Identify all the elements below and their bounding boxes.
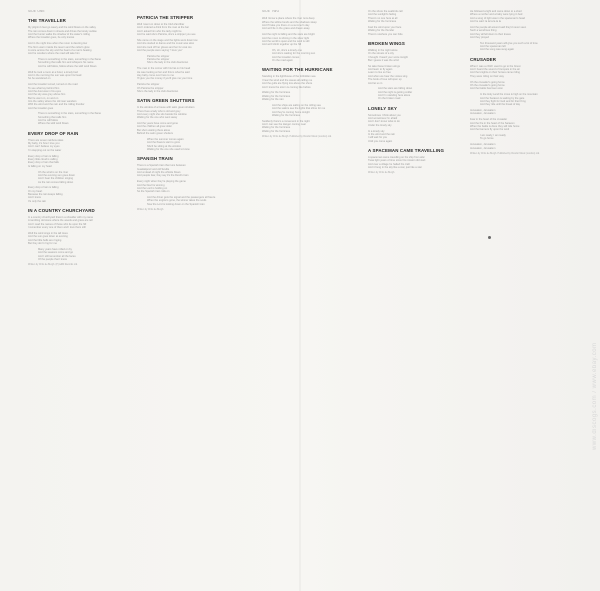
column-blocks xyxy=(262,10,366,139)
lyric-stanza: Walking in the night alone On the streets of a city I thought I heard your voice tonight But I guess it was the wind xyxy=(368,48,408,62)
lyrics-column-4 xyxy=(368,10,472,588)
song-title: A SPACEMAN CAME TRAVELLING xyxy=(368,147,445,153)
lyric-stanza: Every night when they're playing the game And the Devil is winning And the Lord is holding on So the Spanish train rolls on xyxy=(137,180,186,194)
lyric-stanza: Waiting for the hurricane Waiting for the hurricane Waiting for the rain xyxy=(262,91,291,102)
lyric-stanza: I am ready, I am ready To go home xyxy=(480,134,506,141)
lyric-stanza: Oh, oh, she's a lonely one And she's waiting for the morning sun And the traveller comes On the road again xyxy=(272,49,316,63)
lyric-stanza: And the night is falling and the stars are bright And the moon is shining in the silver light And the world is quiet and the wind is still And we'll climb together up the hill xyxy=(262,33,315,47)
column-blocks xyxy=(28,18,132,266)
column-blocks xyxy=(137,15,241,212)
lyric-stanza: When I was a child I used to go to the forest And I heard the sound of trumpets in the air And the knights on their horses came riding They were riding on their way xyxy=(470,64,521,78)
lyric-stanza: Sometimes I think about you And sometimes I'm afraid And I don't know what to do Under the lonely sky xyxy=(368,113,401,127)
lyric-stanza: In the window of a house with satin green shutters There lives a lady who is old and grey And every night she sits beside the window Waiting for the one who went away xyxy=(137,106,195,120)
song-title: SATIN GREEN SHUTTERS xyxy=(137,98,195,104)
lyric-stanza: Jerusalem, Jerusalem Jerusalem, Jerusalem xyxy=(470,109,496,116)
lyric-stanza: Every drop of rain is falling Every little cloud is calling Every drop of rain that falls Is falling on my heart xyxy=(28,154,59,168)
lyric-stanza: And the stars are falling down And the night is getting colder And I'm standing here alone On the broken road xyxy=(378,87,413,101)
lyric-stanza: When the summer comes again And the flowers start to grow She'll be sitting at the window Waiting for the one she used to know xyxy=(147,137,190,151)
song-title: CRUSADER xyxy=(470,56,497,62)
column-blocks xyxy=(470,10,576,156)
song-credit: Written by Chris de Burgh. xyxy=(368,171,395,174)
lyric-stanza: A spaceman came travelling on his ship from afar Twas light years of time since his mission did start And over a village he halted his craft And it hung in the sky like a star, just like a star xyxy=(368,155,426,169)
lyric-stanza: And in the night time when the moon is dancing low The fire's warm inside the tavern and the cellar's glow A voice across the sky and the heart of a man's beating And he wonders where the road will take him xyxy=(28,42,92,56)
lyric-stanza: Every drop of rain is falling On my heart Because the rain keeps falling And I know It's only the rain xyxy=(28,186,63,203)
lyric-stanza: Oh the crusader's going home Oh the crusader's going home And the battle has been won xyxy=(470,80,505,91)
song-credit: Written by Chris de Burgh. xyxy=(137,208,164,211)
lyric-stanza: So take these broken wings And learn to fly again Learn to live so free And when we hear the voices sing The book of love will open up And let us in xyxy=(368,64,408,85)
song-title: PATRICIA THE STRIPPER xyxy=(137,15,194,20)
song-credit: Written by Chris de Burgh. Published by Rondor Music (London) Ltd. xyxy=(262,135,332,138)
lyric-stanza: Well I know a place where the river runs deep Where the willow bends and the shadows sleep And I'll take you there on a summer's day And we'll lie in the grass and dream away xyxy=(262,17,317,31)
lyric-stanza: Fear in the heart of the crusader And the fire in the heart of the Saracen When the battle is done they will ride home And the banners fly upon the wind xyxy=(470,118,520,132)
lyric-stanza: Jerusalem, Jerusalem Jerusalem, Jerusalem xyxy=(470,143,496,150)
lyric-stanza: There is a Spanish train that runs between Guadalquivir and old Seville And at dead of night the whistle blows And people fear, they say it's the Devil's train xyxy=(137,164,189,178)
lyric-stanza: Feel the wind upon your face Waiting for the thunder There's nowhere you can hide xyxy=(368,25,403,36)
lyric-stanza: Patricia the stripper Oh Patricia the stripper She's the lady in the club downtown xyxy=(137,83,179,93)
lyric-stanza: And the driver gets the signal and the passengers all freeze When the engine's gone, the winner takes the souls Now the Lord is looking down on the Spanish train xyxy=(147,196,216,206)
side-label: SIDE ONE xyxy=(28,10,45,13)
side-label: SIDE TWO xyxy=(262,10,280,13)
song-credit: Written by Chris de Burgh. Published by Rondor Music (London) Ltd. xyxy=(470,152,540,155)
lyric-stanza: Suddenly there's a movement in the night And I can see the danger coming near Waiting for the hurricane Waiting for the hurricane xyxy=(262,119,310,133)
lyric-stanza: There are seven rainbow skies My baby, it's how I love you And I can't believe my eyes I'm stepping out on the water xyxy=(28,138,64,152)
column-blocks xyxy=(368,10,472,175)
watermark: www.discogs.com / www.ebay.com xyxy=(592,342,598,450)
lyric-stanza: The man in the corner with his hat on his head He was looking at her and this is what he said Hey baby come over here to me I'll give you the money if you'll give me your time xyxy=(137,67,193,81)
lyric-stanza: And the years have come and gone And the children all grew older But she's waiting there alone Behind the satin green shutters xyxy=(137,122,178,136)
lyric-stanza: And the people all around said they'd never seen Such a wondrous thing And they all fell down to their knees And they prayed xyxy=(470,25,527,39)
lyric-stanza: And the traveller turned, turned on the road To see what lay behind him And the dust was in his eyes And the sky was grey above him But he went on, on and on Into the valley where the old man wanders With the wind and the rain and the rolling thunder And the traveller goes xyxy=(28,83,85,110)
lyric-stanza: My pilgrim's feet go weary and the wind blows on the valley The rain comes down in sheets and drives the lonely outlaw And the hunter walks the shadow of the water's rolling Where the traveller goes, he only knows xyxy=(28,26,97,40)
lyric-stanza: Well I went on down to the Club Zanzibar And I ordered a drink from the man at the bar And I asked him who the lady might be And he said she's Patricia, she's a stripper you see xyxy=(137,23,196,37)
lyric-stanza: In a country churchyard there's a shoulder with my name A rambling old stone where the weeds and grass are tall And I read the names of those who lie upon the hill I remember every one of them and I love them still xyxy=(28,216,94,230)
lyric-stanza: There is something in the stars, something in the flame Something that calls him and whispers his name And he will follow, follow where the wild wind blows xyxy=(38,58,102,68)
lyric-stanza: Ten thousand years will give you such a lot of time And the spaceman left And the song was sung again xyxy=(480,41,538,52)
lyric-stanza: There is something in the stars, something in the flame Something that calls him And he will follow Where the wild wind blows xyxy=(38,112,102,126)
song-title: LONELY SKY xyxy=(368,105,398,111)
song-title: BROKEN WINGS xyxy=(368,40,405,46)
dot-marker xyxy=(488,236,491,239)
lyric-stanza: Oh the wind is on the river And the evening sun goes down And I hear the children singing As the rain comes falling down xyxy=(38,170,75,184)
song-title: EVERY DROP OF RAIN xyxy=(28,130,79,136)
lyric-stanza: Well he took a room at a hotel, a lonely bed And in the morning the sun was upon his head So he wandered on xyxy=(28,70,82,81)
lyric-stanza: She came on the stage and the lights went down low And she started to dance and the music was slow And she took off her gloves and her fur coat too And the people were saying "I love you" xyxy=(137,38,198,52)
song-title: IN A COUNTRY CHURCHYARD xyxy=(28,208,95,214)
song-title: SPANISH TRAIN xyxy=(137,156,173,162)
lyric-stanza: He followed a light and came down to a shed Where a mother and a baby were lying in bed And a song of light was in the spaceman's head And he said: la la la la la la xyxy=(470,10,525,24)
song-credit: Written by Chris de Burgh. (P) A&M Records Ltd. xyxy=(28,263,78,266)
lyric-stanza: Well the wind sings in the tall trees And the sun goes down at evening And the little bells are ringing But they don't ring for me xyxy=(28,232,68,246)
lyric-stanza: And the ships are sailing on the rolling sea And the sailors see the lights that shine for me And they're coming home tonight Waiting for the hurricane xyxy=(272,103,326,117)
lyric-stanza: Patricia the stripper Patricia the stripper She's the lady in the club downtown xyxy=(147,54,189,65)
lyrics-column-5 xyxy=(470,10,576,588)
song-title: WAITING FOR THE HURRICANE xyxy=(262,67,333,73)
lyric-stanza: In a lonely sky In the wind and the rain I will wait for you Until you come again xyxy=(368,129,395,143)
song-title: THE TRAVELLER xyxy=(28,18,66,24)
lyric-stanza: On the shore the seabirds call And the sunlight's fading There's no one here at all Waiting for the hurricane xyxy=(368,10,403,24)
lyrics-column-2 xyxy=(137,10,241,588)
lyric-stanza: Standing in the lighthouse of the forbidden sea I hear the wind and the waves all calling me And the gulls are flying low above the shore And I know the storm is coming like before xyxy=(262,75,316,89)
lyric-stanza: In the Holy Land the cross is high on the mountain And the Saracen is waiting by the gate And they fight for God and for their King And they ride until the break of day xyxy=(480,93,538,107)
lyric-stanza: Many years have rolled on by And the seasons come and go And I still remember all the faces Of the people that I know xyxy=(38,247,76,261)
lyrics-column-1 xyxy=(28,10,132,588)
lyrics-column-3 xyxy=(262,10,366,588)
